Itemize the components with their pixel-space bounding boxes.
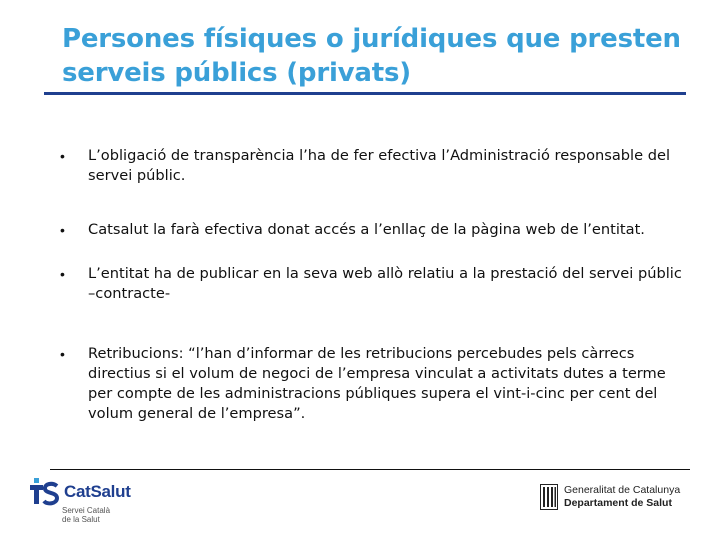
bullet-text: Retribucions: “l’han d’informar de les retribucions percebudes pels càrrecs directius si el volum de negoci de l’empresa vinculat a activitats dutes a terme per compte de les administracions públiques supera el vint-i-cinc per cent del volum general de l’empresa”. [88, 345, 666, 422]
title-underline [44, 92, 686, 95]
slide-title: Persones físiques o jurídiques que presten serveis públics (privats) [62, 24, 681, 88]
bullet-item [60, 146, 690, 186]
senyera-shield-icon [540, 484, 558, 510]
bullet-item [60, 264, 690, 304]
catsalut-name: CatSalut [64, 482, 131, 501]
catsalut-subtitle [62, 506, 110, 524]
bullet-text: L’obligació de transparència l’ha de fer efectiva l’Administració responsable del servei públic. [88, 147, 671, 184]
bullet-dot: • [60, 148, 65, 164]
bullet-dot: • [60, 222, 65, 238]
bullet-item [60, 344, 690, 424]
generalitat-logo [540, 484, 700, 512]
catsalut-subtitle-line: de la Salut [62, 515, 100, 524]
bullet-dot: • [60, 266, 65, 282]
bullet-text: L’entitat ha de publicar en la seva web allò relatiu a la prestació del servei públic –contracte- [88, 265, 682, 302]
catsalut-mark-icon [30, 478, 60, 506]
generalitat-name: Generalitat de Catalunya [564, 484, 681, 496]
bullet-dot: • [60, 346, 65, 362]
footer-divider [50, 469, 690, 470]
department-name: Departament de Salut [564, 497, 672, 509]
catsalut-logo [30, 478, 190, 528]
catsalut-subtitle-line: Servei Català [62, 506, 111, 515]
bullet-item [60, 220, 690, 241]
bullet-text: Catsalut la farà efectiva donat accés a l’enllaç de la pàgina web de l’entitat. [88, 221, 645, 238]
